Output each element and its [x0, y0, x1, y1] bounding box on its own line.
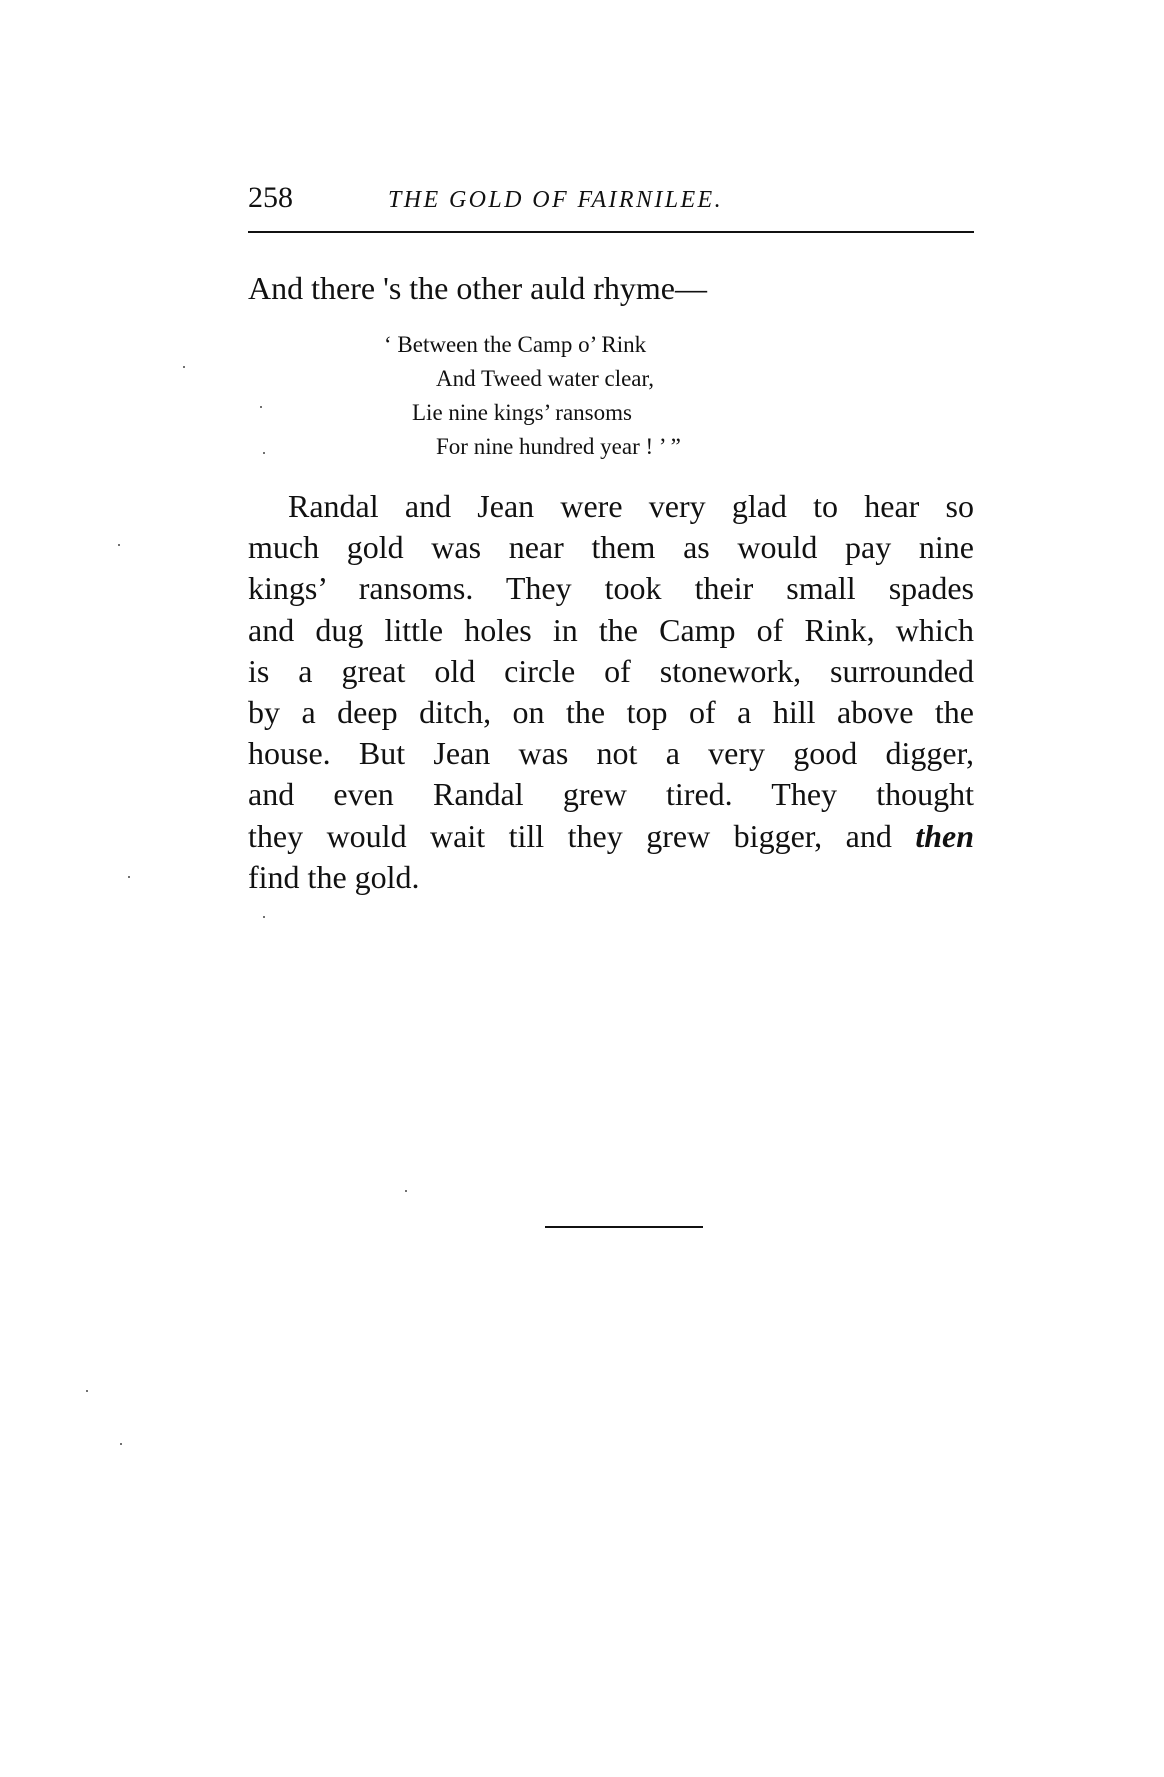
paragraph-line-6: by a deep ditch, on the top of a hill above the — [248, 693, 974, 730]
paragraph-line-1: Randal and Jean were very glad to hear so — [288, 488, 974, 524]
scan-speck — [120, 1443, 122, 1445]
scan-speck — [118, 544, 120, 546]
scan-speck — [86, 1390, 88, 1392]
paragraph-line-10: find the gold. — [248, 858, 420, 895]
page-number: 258 — [248, 181, 293, 214]
verse-line-4: For nine hundred year ! ’ ” — [436, 434, 681, 459]
verse-line-1: ‘ Between the Camp o’ Rink — [384, 332, 647, 357]
paragraph-line-9-text: they would wait till they grew bigger, and — [248, 817, 892, 854]
paragraph-line-5: is a great old circle of stonework, surrounded — [248, 652, 974, 689]
scan-speck — [128, 876, 130, 878]
scan-speck — [183, 366, 185, 368]
paragraph-line-3: kings’ ransoms. They took their small spades — [248, 570, 974, 607]
paragraph-line-2: much gold was near them as would pay nine — [248, 529, 974, 566]
scan-speck — [263, 916, 265, 918]
running-head — [248, 178, 974, 218]
paragraph-line-9 — [248, 816, 974, 857]
body-paragraph — [248, 486, 974, 898]
intro-line: And there 's the other auld rhyme— — [248, 270, 707, 306]
verse-line-3: Lie nine kings’ ransoms — [412, 400, 632, 425]
scan-speck — [260, 406, 262, 408]
verse-line-2: And Tweed water clear, — [436, 366, 654, 391]
scan-speck — [263, 452, 265, 454]
header-rule — [248, 231, 974, 233]
paragraph-line-7: house. But Jean was not a very good digger, — [248, 735, 974, 772]
emphasized-word: then — [915, 817, 975, 854]
verse-block — [380, 328, 681, 464]
scan-speck — [405, 1190, 407, 1192]
end-rule — [545, 1226, 703, 1228]
paragraph-line-4: and dug little holes in the Camp of Rink, which — [248, 611, 974, 648]
running-title: THE GOLD OF FAIRNILEE. — [388, 187, 724, 213]
paragraph-line-8: and even Randal grew tired. They thought — [248, 776, 974, 813]
